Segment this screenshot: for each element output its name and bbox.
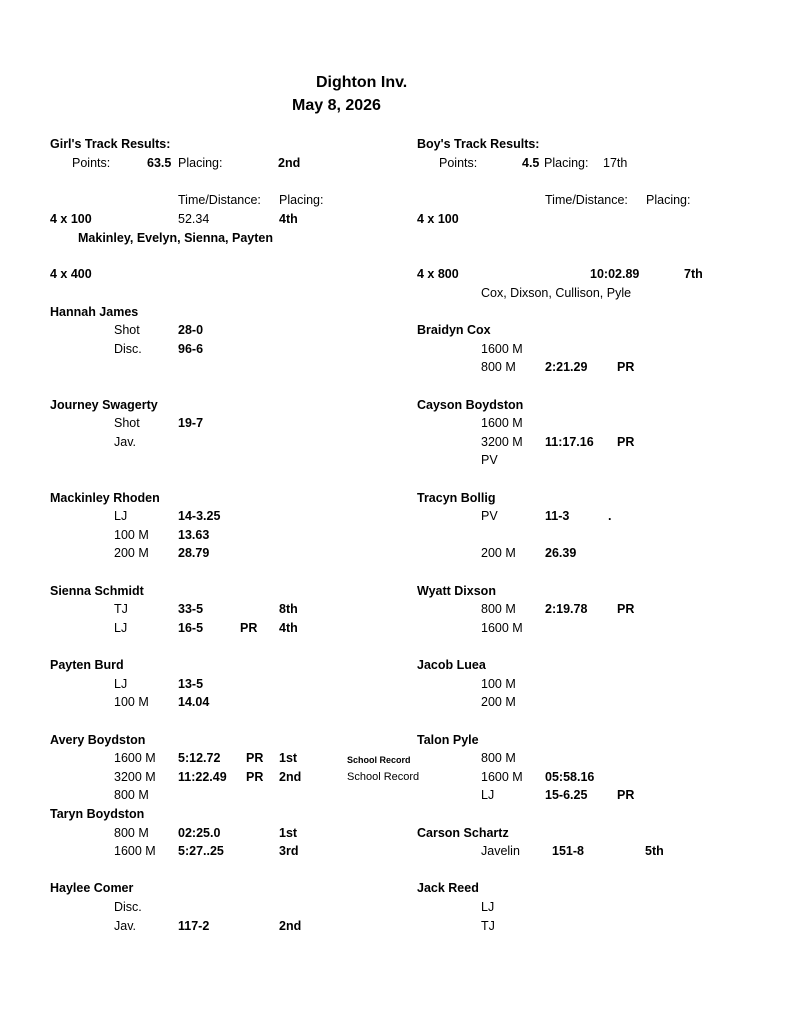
event-name: Shot [114, 416, 140, 430]
event-mark: 05:58.16 [545, 770, 595, 784]
event-name: 200 M [481, 695, 516, 709]
girls-col-time: Time/Distance: [178, 193, 261, 207]
event-mark: 11-3 [545, 509, 570, 523]
athlete-name: Avery Boydston [50, 733, 146, 747]
event-pr: PR [617, 602, 635, 616]
athlete-name: Journey Swagerty [50, 398, 158, 412]
event-mark: 117-2 [178, 919, 210, 933]
meet-title: Dighton Inv. [316, 74, 408, 91]
event-name: 800 M [481, 602, 516, 616]
event-mark: 13-5 [178, 677, 204, 691]
boys-points-label: Points: [439, 156, 478, 170]
event-name: 100 M [114, 528, 149, 542]
event-place: 5th [645, 844, 664, 858]
girls-relay1-runners: Makinley, Evelyn, Sienna, Payten [78, 231, 273, 245]
athlete-name: Taryn Boydston [50, 807, 145, 821]
boys-relay2-runners: Cox, Dixson, Cullison, Pyle [481, 286, 632, 300]
event-name: 1600 M [114, 751, 156, 765]
event-name: Jav. [114, 919, 136, 933]
girls-relay2-event: 4 x 400 [50, 267, 92, 281]
event-mark: 13.63 [178, 528, 210, 542]
event-mark: 2:21.29 [545, 360, 588, 374]
event-name: 800 M [481, 360, 516, 374]
event-mark: 26.39 [545, 546, 577, 560]
boys-placing-label: Placing: [544, 156, 589, 170]
event-name: LJ [481, 788, 495, 802]
boys-relay2-place: 7th [684, 267, 703, 281]
event-name: 1600 M [481, 342, 523, 356]
event-mark: 11:22.49 [178, 770, 227, 784]
event-pr: PR [246, 770, 264, 784]
event-name: 1600 M [481, 770, 523, 784]
event-mark: 28.79 [178, 546, 210, 560]
boys-points: 4.5 [522, 156, 540, 170]
event-pr: PR [617, 360, 635, 374]
athlete-name: Payten Burd [50, 658, 124, 672]
event-name: LJ [114, 621, 128, 635]
event-name: 3200 M [481, 435, 523, 449]
boys-col-place: Placing: [646, 193, 691, 207]
event-place: 8th [279, 602, 298, 616]
event-name: TJ [114, 602, 128, 616]
event-name: 200 M [481, 546, 516, 560]
event-name: Disc. [114, 342, 142, 356]
event-mark: 33-5 [178, 602, 204, 616]
event-name: 800 M [114, 826, 149, 840]
event-place: 2nd [279, 770, 302, 784]
event-pr: PR [617, 788, 635, 802]
event-mark: 28-0 [178, 323, 204, 337]
event-name: LJ [114, 509, 128, 523]
athlete-name: Wyatt Dixson [417, 584, 496, 598]
event-mark: 14.04 [178, 695, 210, 709]
event-place: 2nd [279, 919, 302, 933]
event-mark: 2:19.78 [545, 602, 588, 616]
athlete-name: Hannah James [50, 305, 139, 319]
event-note: School Record [347, 755, 411, 765]
event-name: LJ [114, 677, 128, 691]
event-name: 800 M [481, 751, 516, 765]
event-name: PV [481, 453, 498, 467]
event-mark: 16-5 [178, 621, 204, 635]
girls-placing: 2nd [278, 156, 301, 170]
athlete-name: Jack Reed [417, 881, 479, 895]
event-mark: 14-3.25 [178, 509, 221, 523]
boys-col-time: Time/Distance: [545, 193, 628, 207]
girls-points-label: Points: [72, 156, 111, 170]
boys-relay2-event: 4 x 800 [417, 267, 459, 281]
event-mark: 96-6 [178, 342, 204, 356]
meet-date: May 8, 2026 [292, 97, 381, 114]
event-mark: 15-6.25 [545, 788, 588, 802]
event-name: TJ [481, 919, 495, 933]
girls-points: 63.5 [147, 156, 172, 170]
event-mark: 5:12.72 [178, 751, 221, 765]
girls-relay1-event: 4 x 100 [50, 212, 92, 226]
athlete-name: Carson Schartz [417, 826, 509, 840]
event-name: 100 M [481, 677, 516, 691]
athlete-name: Tracyn Bollig [417, 491, 496, 505]
event-name: 1600 M [481, 621, 523, 635]
event-name: Javelin [481, 844, 520, 858]
event-pr: . [608, 509, 612, 523]
event-name: 200 M [114, 546, 149, 560]
athlete-name: Haylee Comer [50, 881, 134, 895]
boys-relay2-mark: 10:02.89 [590, 267, 640, 281]
event-mark: 151-8 [552, 844, 584, 858]
event-pr: PR [240, 621, 258, 635]
event-name: LJ [481, 900, 495, 914]
event-place: 1st [279, 751, 298, 765]
girls-relay1-place: 4th [279, 212, 298, 226]
event-name: 800 M [114, 788, 149, 802]
girls-col-place: Placing: [279, 193, 324, 207]
boys-placing: 17th [603, 156, 628, 170]
event-place: 4th [279, 621, 298, 635]
event-name: PV [481, 509, 498, 523]
event-name: 3200 M [114, 770, 156, 784]
girls-relay1-mark: 52.34 [178, 212, 210, 226]
athlete-name: Braidyn Cox [417, 323, 491, 337]
athlete-name: Mackinley Rhoden [50, 491, 160, 505]
event-pr: PR [246, 751, 264, 765]
boys-header: Boy's Track Results: [417, 137, 540, 151]
athlete-name: Sienna Schmidt [50, 584, 144, 598]
girls-header: Girl's Track Results: [50, 137, 171, 151]
event-name: Shot [114, 323, 140, 337]
event-name: Jav. [114, 435, 136, 449]
event-pr: PR [617, 435, 635, 449]
girls-placing-label: Placing: [178, 156, 223, 170]
event-mark: 02:25.0 [178, 826, 221, 840]
event-mark: 5:27..25 [178, 844, 224, 858]
event-mark: 11:17.16 [545, 435, 594, 449]
athlete-name: Talon Pyle [417, 733, 479, 747]
event-place: 3rd [279, 844, 299, 858]
event-name: 100 M [114, 695, 149, 709]
event-mark: 19-7 [178, 416, 204, 430]
event-name: Disc. [114, 900, 142, 914]
event-name: 1600 M [114, 844, 156, 858]
event-place: 1st [279, 826, 298, 840]
event-name: 1600 M [481, 416, 523, 430]
athlete-name: Jacob Luea [417, 658, 486, 672]
boys-relay1-event: 4 x 100 [417, 212, 459, 226]
event-note: School Record [347, 771, 420, 783]
athlete-name: Cayson Boydston [417, 398, 524, 412]
